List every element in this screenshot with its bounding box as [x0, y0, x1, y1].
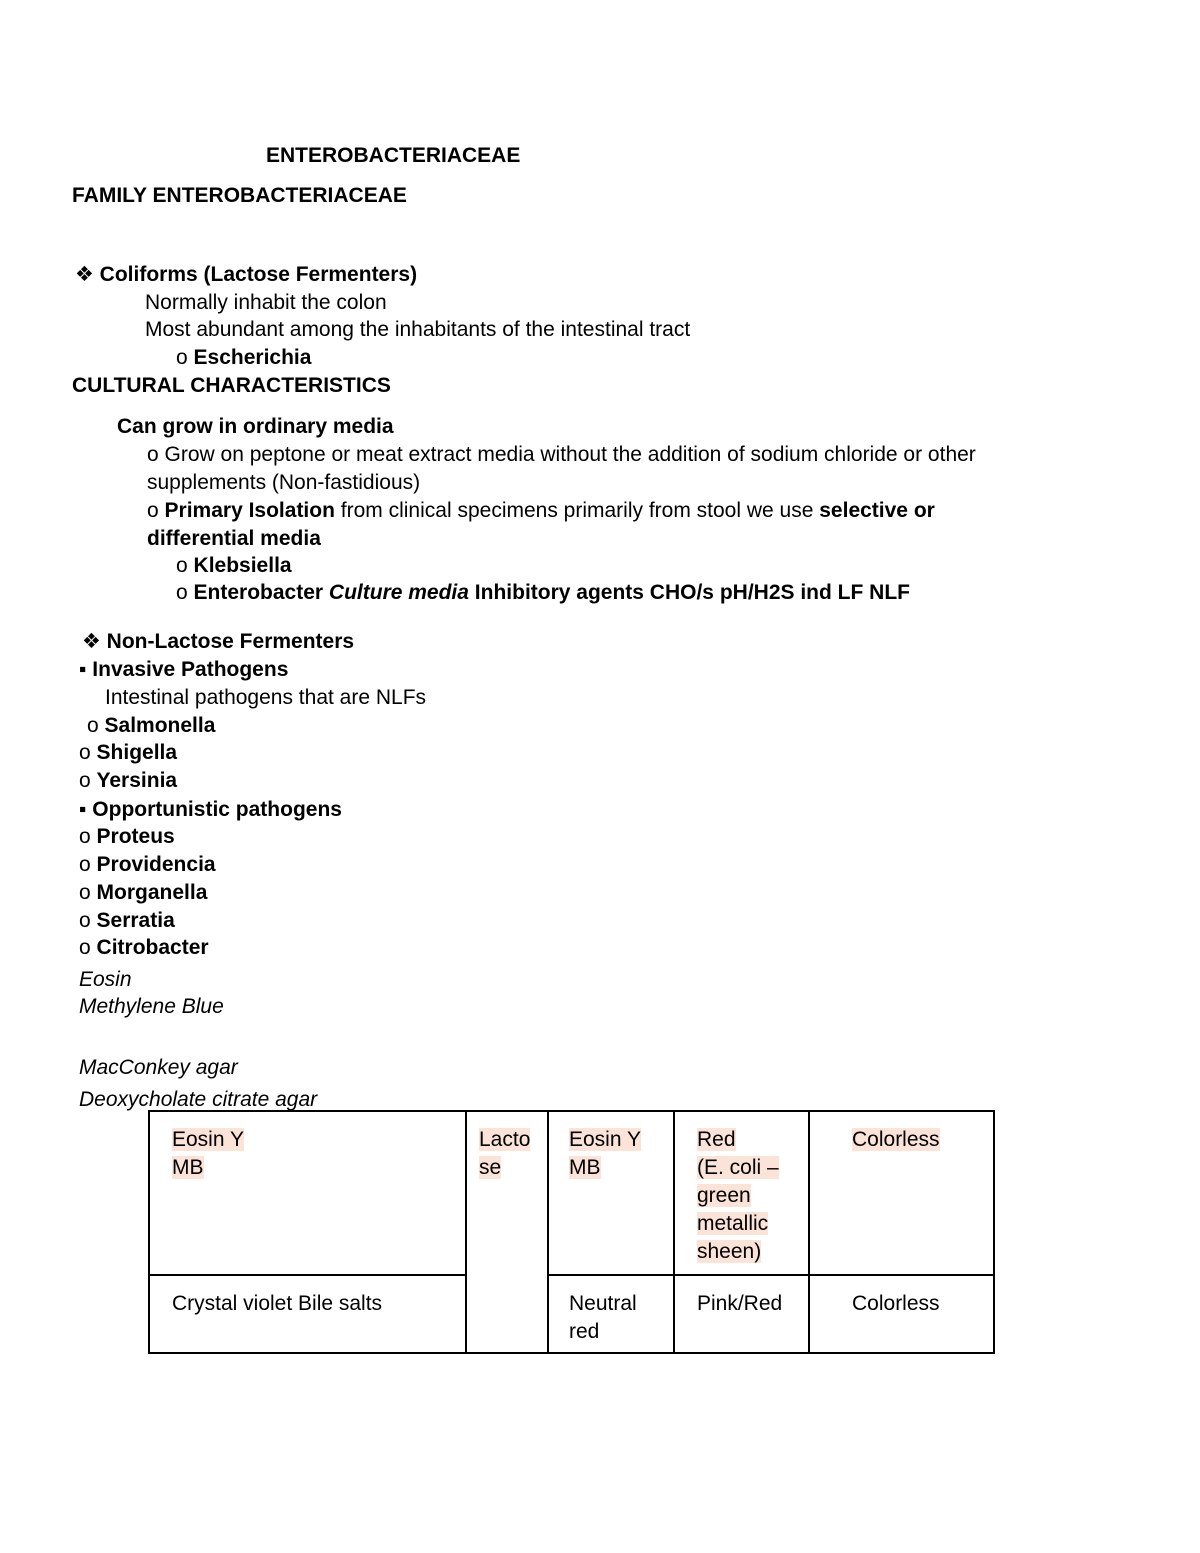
- cell-lf: [674, 1111, 809, 1275]
- item-shigella: [79, 740, 177, 766]
- cell-lf: [674, 1275, 809, 1353]
- cell-agent: [149, 1111, 466, 1275]
- culture-media-table: [148, 1110, 995, 1354]
- cell-text: Eosin Y MB: [172, 1128, 244, 1179]
- nonlactose-heading: Non-Lactose Fermenters: [106, 630, 355, 653]
- cell-nlf: [809, 1275, 994, 1353]
- list-marker: o: [176, 554, 188, 577]
- list-marker: o: [176, 346, 188, 369]
- primary-isolation-text: from clinical specimens primarily from stool we use: [340, 499, 814, 522]
- list-marker: o: [79, 936, 91, 959]
- cell-ph: [548, 1111, 674, 1275]
- grow-line-2: supplements (Non-fastidious): [147, 471, 421, 494]
- list-marker: o: [79, 853, 91, 876]
- genus-shigella: Shigella: [96, 741, 178, 764]
- media-eosin: Eosin: [79, 968, 132, 991]
- cultural-subheading: Can grow in ordinary media: [117, 415, 394, 438]
- genus-citrobacter: Citrobacter: [96, 936, 209, 959]
- genus-escherichia: Escherichia: [193, 346, 312, 369]
- opportunistic-heading-line: [79, 797, 342, 823]
- primary-isolation-tail: selective or: [819, 499, 935, 522]
- coliforms-line-2: Most abundant among the inhabitants of the intestinal tract: [145, 318, 691, 341]
- invasive-description: Intestinal pathogens that are NLFs: [105, 686, 427, 709]
- list-marker: o: [176, 581, 188, 604]
- list-marker: o: [79, 881, 91, 904]
- cell-text: Crystal violet Bile salts: [172, 1292, 383, 1315]
- item-providencia: [79, 852, 216, 878]
- list-marker: o: [87, 714, 99, 737]
- item-enterobacter: [176, 580, 910, 606]
- invasive-heading-line: [79, 657, 288, 683]
- item-proteus: [79, 824, 175, 850]
- coliforms-line-1: Normally inhabit the colon: [145, 291, 387, 314]
- cell-text: Colorless: [852, 1128, 940, 1151]
- table-row: [149, 1111, 994, 1275]
- coliforms-item-escherichia: [176, 345, 311, 371]
- family-heading: FAMILY ENTEROBACTERIACEAE: [72, 184, 407, 207]
- cell-text: Pink/Red: [697, 1292, 783, 1315]
- cell-agent: [149, 1275, 466, 1353]
- media-methylene-blue: Methylene Blue: [79, 995, 224, 1018]
- table-row: [149, 1275, 994, 1353]
- primary-isolation-label: Primary Isolation: [164, 499, 335, 522]
- coliforms-heading-line: [75, 262, 417, 288]
- cell-text: Red (E. coli – green metallic sheen): [697, 1128, 779, 1263]
- genus-enterobacter: Enterobacter: [193, 581, 324, 604]
- coliforms-heading: Coliforms (Lactose Fermenters): [99, 263, 418, 286]
- opportunistic-heading: Opportunistic pathogens: [92, 798, 342, 821]
- cell-text: Lacto se: [479, 1128, 531, 1179]
- cell-text: Colorless: [852, 1292, 940, 1315]
- item-salmonella: [87, 713, 215, 739]
- genus-klebsiella: Klebsiella: [193, 554, 292, 577]
- square-bullet-icon: ▪: [79, 658, 87, 681]
- diamond-bullet-icon: ❖: [82, 630, 101, 653]
- invasive-heading: Invasive Pathogens: [92, 658, 289, 681]
- square-bullet-icon: ▪: [79, 798, 87, 821]
- item-serratia: [79, 908, 175, 934]
- genus-providencia: Providencia: [96, 853, 216, 876]
- item-yersinia: [79, 768, 177, 794]
- list-marker: o: [79, 769, 91, 792]
- primary-isolation-line-2: differential media: [147, 527, 321, 550]
- cell-text: Eosin Y MB: [569, 1128, 641, 1179]
- list-marker: o: [147, 499, 159, 522]
- genus-morganella: Morganella: [96, 881, 208, 904]
- item-citrobacter: [79, 935, 209, 961]
- list-marker: o: [79, 825, 91, 848]
- primary-isolation-line: [147, 498, 935, 524]
- cultural-heading: CULTURAL CHARACTERISTICS: [72, 374, 391, 397]
- cell-ph: [548, 1275, 674, 1353]
- nonlactose-heading-line: [82, 629, 354, 655]
- list-marker: o: [79, 741, 91, 764]
- diamond-bullet-icon: ❖: [75, 263, 94, 286]
- grow-line-1: o Grow on peptone or meat extract media without the addition of sodium chloride or other: [147, 443, 976, 466]
- table-header-text: Inhibitory agents CHO/s pH/H2S ind LF NLF: [474, 581, 910, 604]
- genus-salmonella: Salmonella: [104, 714, 216, 737]
- item-morganella: [79, 880, 207, 906]
- genus-serratia: Serratia: [96, 909, 175, 932]
- culture-media-label: Culture media: [328, 581, 469, 604]
- list-marker: o: [79, 909, 91, 932]
- cell-nlf: [809, 1111, 994, 1275]
- media-deoxycholate: Deoxycholate citrate agar: [79, 1088, 318, 1111]
- genus-proteus: Proteus: [96, 825, 175, 848]
- cell-cho: [466, 1111, 548, 1353]
- page-title: ENTEROBACTERIACEAE: [266, 144, 521, 167]
- item-klebsiella: [176, 553, 292, 579]
- genus-yersinia: Yersinia: [96, 769, 178, 792]
- media-macconkey: MacConkey agar: [79, 1056, 238, 1079]
- cell-text: Neutral red: [569, 1292, 637, 1343]
